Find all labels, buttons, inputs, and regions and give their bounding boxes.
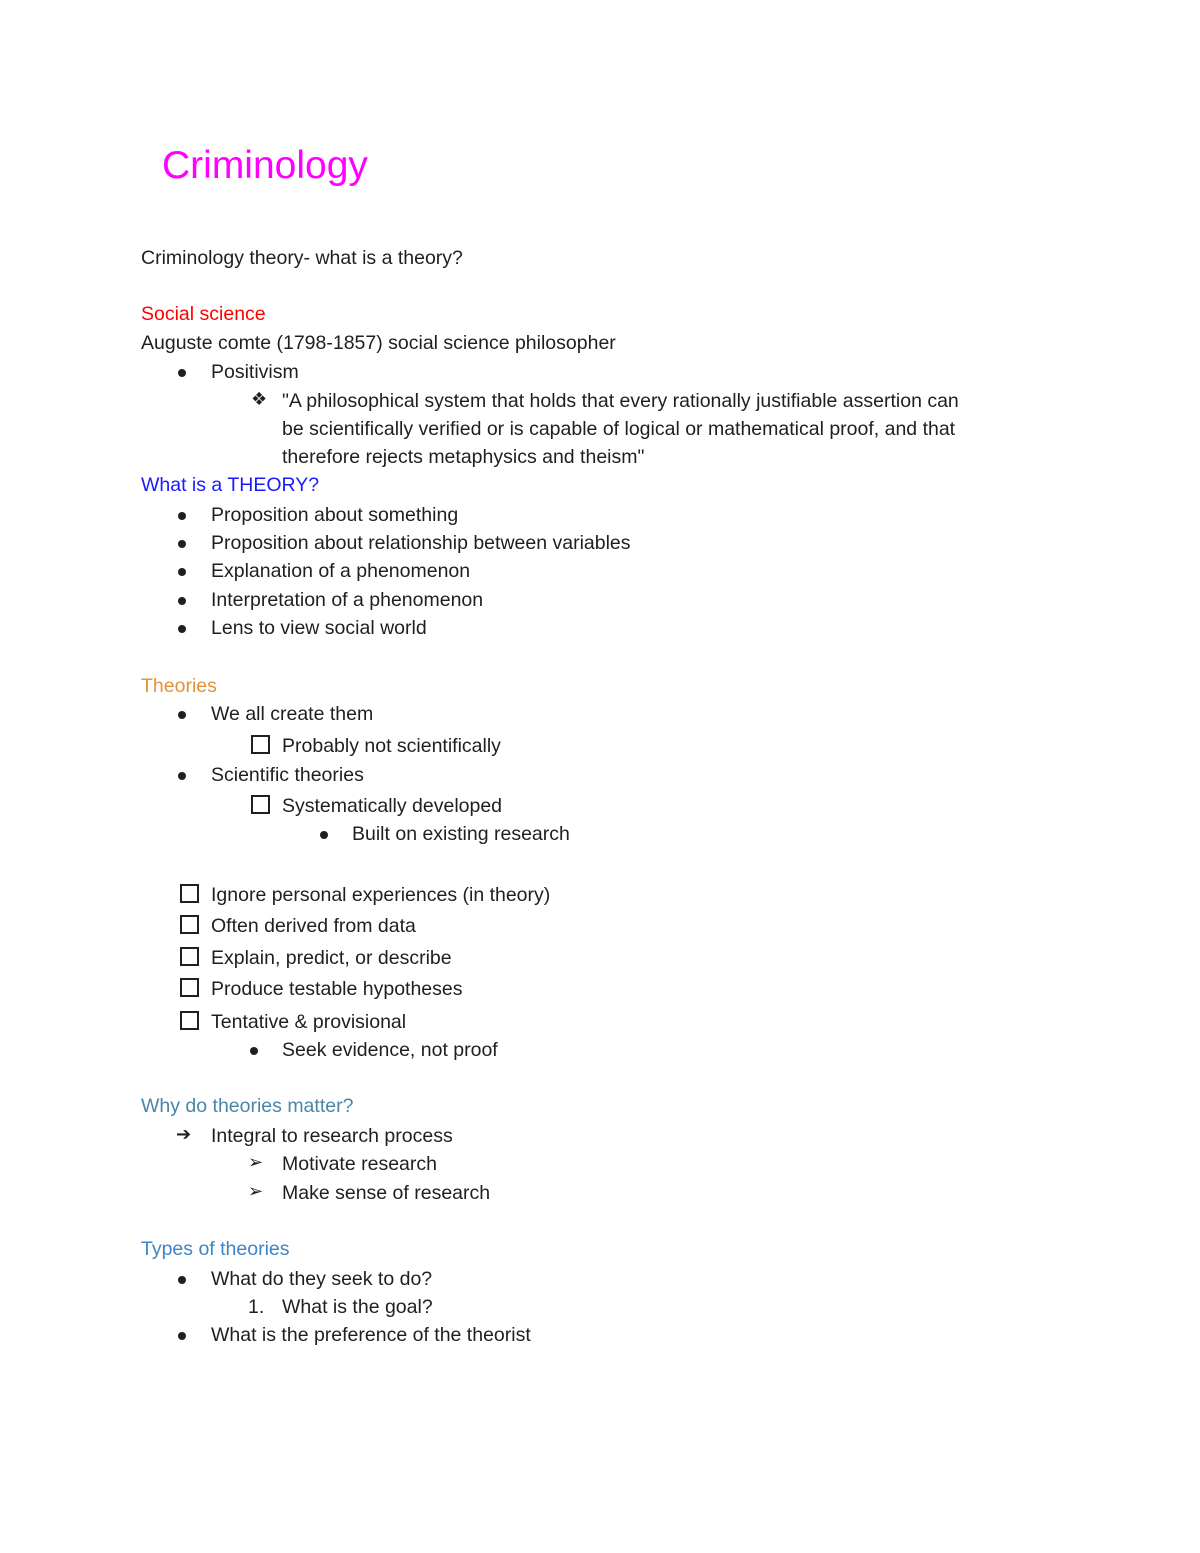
list-item: Motivate research: [282, 1153, 437, 1175]
list-item: Often derived from data: [211, 915, 416, 937]
list-item: Integral to research process: [211, 1125, 453, 1147]
types-heading: Types of theories: [141, 1238, 290, 1260]
auguste-comte-line: Auguste comte (1798-1857) social science philosopher: [141, 332, 616, 354]
list-item: Proposition about something: [211, 504, 459, 526]
quote-line: be scientifically verified or is capable of logical or mathematical proof, and that: [282, 418, 956, 440]
bullet-icon: [178, 772, 186, 780]
checkbox-icon: [180, 1011, 199, 1030]
list-item: Interpretation of a phenomenon: [211, 589, 484, 611]
numbered-marker: 1.: [248, 1296, 265, 1318]
list-item: Systematically developed: [282, 795, 503, 817]
list-item: What do they seek to do?: [211, 1268, 433, 1290]
social-science-heading: Social science: [141, 303, 266, 325]
list-item: Ignore personal experiences (in theory): [211, 884, 551, 906]
bullet-icon: [178, 540, 186, 548]
bullet-icon: [250, 1047, 258, 1055]
checkbox-icon: [180, 978, 199, 997]
bullet-icon: [178, 568, 186, 576]
list-item: Tentative & provisional: [211, 1011, 407, 1033]
arrowhead-icon: ➢: [248, 1181, 264, 1202]
checkbox-icon: [180, 915, 199, 934]
list-item: Probably not scientifically: [282, 735, 501, 757]
list-item: We all create them: [211, 703, 374, 725]
list-item: Scientific theories: [211, 764, 364, 786]
list-item: Make sense of research: [282, 1182, 491, 1204]
checkbox-icon: [180, 947, 199, 966]
what-is-theory-heading: What is a THEORY?: [141, 474, 320, 496]
list-item: Built on existing research: [352, 823, 570, 845]
document-title: Criminology: [162, 144, 368, 187]
bullet-icon: [178, 512, 186, 520]
bullet-icon: [320, 831, 328, 839]
why-matter-heading: Why do theories matter?: [141, 1095, 354, 1117]
list-item: What is the goal?: [282, 1296, 433, 1318]
checkbox-icon: [251, 795, 270, 814]
quote-line: therefore rejects metaphysics and theism": [282, 446, 645, 468]
list-item: Produce testable hypotheses: [211, 978, 463, 1000]
positivism-item: Positivism: [211, 361, 299, 383]
bullet-icon: [178, 711, 186, 719]
list-item: What is the preference of the theorist: [211, 1324, 531, 1346]
list-item: Explanation of a phenomenon: [211, 560, 471, 582]
list-item: Proposition about relationship between variables: [211, 532, 631, 554]
list-item: Lens to view social world: [211, 617, 427, 639]
theories-heading: Theories: [141, 675, 217, 697]
bullet-icon: [178, 597, 186, 605]
bullet-icon: [178, 625, 186, 633]
bullet-icon: [178, 1276, 186, 1284]
bullet-icon: [178, 1332, 186, 1340]
checkbox-icon: [180, 884, 199, 903]
quote-line: "A philosophical system that holds that every rationally justifiable assertion can: [282, 390, 959, 412]
diamond-bullet-icon: ❖: [251, 389, 268, 410]
intro-line: Criminology theory- what is a theory?: [141, 247, 463, 269]
bullet-icon: [178, 369, 186, 377]
arrowhead-icon: ➢: [248, 1152, 264, 1173]
list-item: Seek evidence, not proof: [282, 1039, 498, 1061]
list-item: Explain, predict, or describe: [211, 947, 452, 969]
checkbox-icon: [251, 735, 270, 754]
right-arrow-icon: ➔: [176, 1124, 192, 1145]
